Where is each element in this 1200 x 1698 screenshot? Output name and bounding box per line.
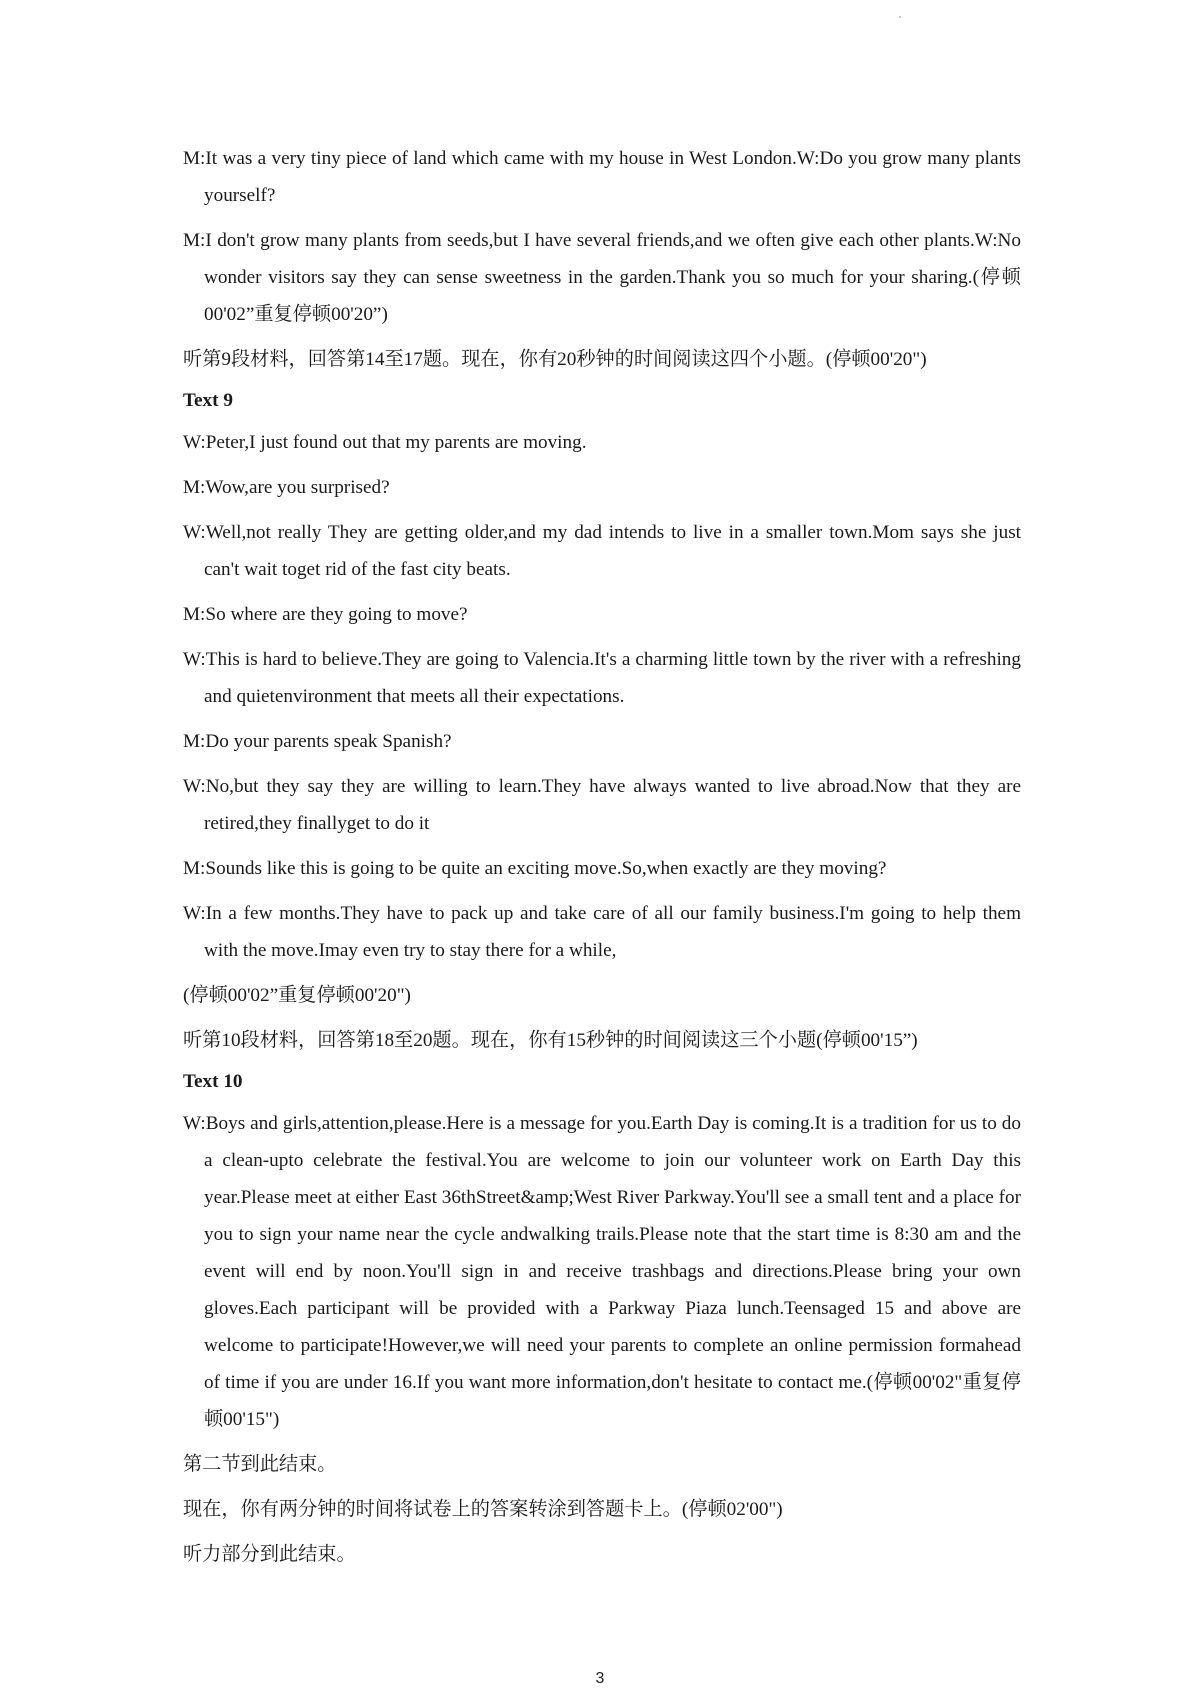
- dialogue-line: M:Do your parents speak Spanish?: [183, 731, 452, 752]
- section-heading-text-9: Text 9: [183, 390, 233, 411]
- instruction-line: 现在，你有两分钟的时间将试卷上的答案转涂到答题卡上。(停顿02'00"): [183, 1499, 783, 1520]
- section-heading-text-10: Text 10: [183, 1071, 243, 1092]
- dialogue-line: M:So where are they going to move?: [183, 604, 468, 625]
- dialogue-line: M:I don't grow many plants from seeds,but I have several friends,and we often give each other plants.W:No wonder visitors say they can sense sweetness in the garden.Thank you so much for your sharing.(停顿00'02”重复停顿00'20”): [183, 230, 1021, 325]
- dialogue-line: W:Peter,I just found out that my parents are moving.: [183, 432, 587, 453]
- scan-speck: [899, 16, 901, 18]
- dialogue-line: W:This is hard to believe.They are going to Valencia.It's a charming little town by the river with a refreshing and quietenvironment that meets all their expectations.: [183, 649, 1021, 707]
- page-number: 3: [595, 1670, 605, 1687]
- dialogue-line: W:Well,not really They are getting older,and my dad intends to live in a smaller town.Mom says she just can't wait toget rid of the fast city beats.: [183, 522, 1021, 580]
- instruction-line: 听第9段材料，回答第14至17题。现在，你有20秒钟的时间阅读这四个小题。(停顿00'20"): [183, 349, 927, 370]
- dialogue-line: M:Sounds like this is going to be quite an exciting move.So,when exactly are they moving?: [183, 858, 887, 879]
- dialogue-line: M:It was a very tiny piece of land which came with my house in West London.W:Do you grow many plants yourself?: [183, 148, 1021, 206]
- pause-note: (停顿00'02”重复停顿00'20"): [183, 985, 411, 1006]
- monologue-paragraph: W:Boys and girls,attention,please.Here is a message for you.Earth Day is coming.It is a tradition for us to do a clean-upto celebrate the festival.You are welcome to join our volunteer work on Earth Day this year.Please meet at either East 36thStreet&amp;West River Parkway.You'll see a small tent and a place for you to sign your name near the cycle andwalking trails.Please note that the start time is 8:30 am and the event will end by noon.You'll sign in and receive trashbags and directions.Please bring your own gloves.Each participant will be provided with a Parkway Piaza lunch.Teensaged 15 and above are welcome to participate!However,we will need your parents to complete an online permission formahead of time if you are under 16.If you want more information,don't hesitate to contact me.(停顿00'02"重复停顿00'15"): [183, 1113, 1021, 1430]
- section-end-note: 听力部分到此结束。: [183, 1544, 356, 1565]
- dialogue-line: M:Wow,are you surprised?: [183, 477, 390, 498]
- dialogue-line: W:In a few months.They have to pack up and take care of all our family business.I'm going to help them with the move.Imay even try to stay there for a while,: [183, 903, 1021, 961]
- dialogue-line: W:No,but they say they are willing to learn.They have always wanted to live abroad.Now that they are retired,they finallyget to do it: [183, 776, 1021, 834]
- transcript-body: [183, 140, 1021, 1581]
- instruction-line: 听第10段材料，回答第18至20题。现在，你有15秒钟的时间阅读这三个小题(停顿00'15”): [183, 1030, 918, 1051]
- section-end-note: 第二节到此结束。: [183, 1454, 337, 1475]
